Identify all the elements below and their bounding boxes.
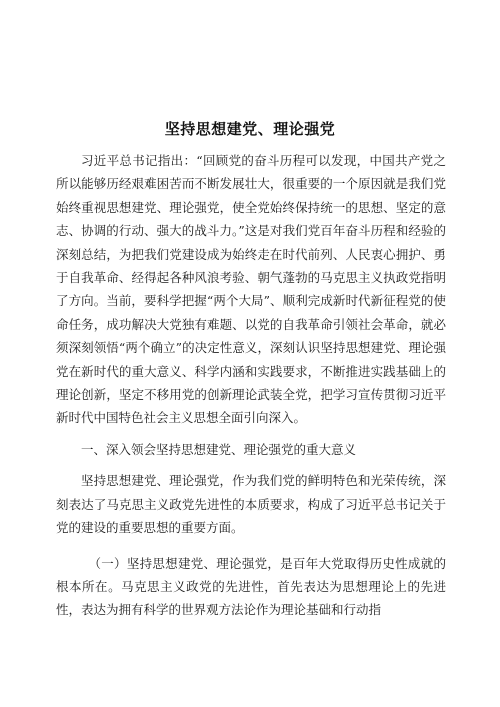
subsection-paragraph: （一）坚持思想建党、理论强党，是百年大党取得历史性成就的根本所在。马克思主义政党的先进性，首先表达为思想理论上的先进性，表达为拥有科学的世界观方法论作为理论基础和行动指: [56, 555, 446, 618]
document-title: 坚持思想建党、理论强党: [164, 120, 336, 138]
section-heading: 一、深入领会坚持思想建党、理论强党的重大意义: [81, 441, 357, 457]
document-body: [56, 149, 446, 622]
intro-paragraph: 习近平总书记指出：“回顾党的奋斗历程可以发现，中国共产党之所以能够历经艰难困苦而不断发展壮大，很重要的一个原因就是我们党始终重视思想建党、理论强党，使全党始终保持统一的思想、坚定的意志、协调的行动、强大的战斗力。”这是对我们党百年奋斗历程和经验的深刻总结，为把我们党建设成为始终走在时代前列、人民衷心拥护、勇于自我革命、经得起各种风浪考验、朝气蓬勃的马克思主义执政党指明了方向。当前，要科学把握“两个大局”、顺利完成新时代新征程党的使命任务，成功解决大党独有难题、以党的自我革命引领社会革命，就必须深刻领悟“两个确立”的决定性意义，深刻认识坚持思想建党、理论强党在新时代的重大意义、科学内涵和实践要求，不断推进实践基础上的理论创新，坚定不移用党的创新理论武装全党，把学习宣传贯彻习近平新时代中国特色社会主义思想全面引向深入。: [56, 153, 446, 426]
section-paragraph: 坚持思想建党、理论强党，作为我们党的鲜明特色和光荣传统，深刻表达了马克思主义政党先进性的本质要求，构成了习近平总书记关于党的建设的重要思想的重要方面。: [56, 473, 446, 536]
